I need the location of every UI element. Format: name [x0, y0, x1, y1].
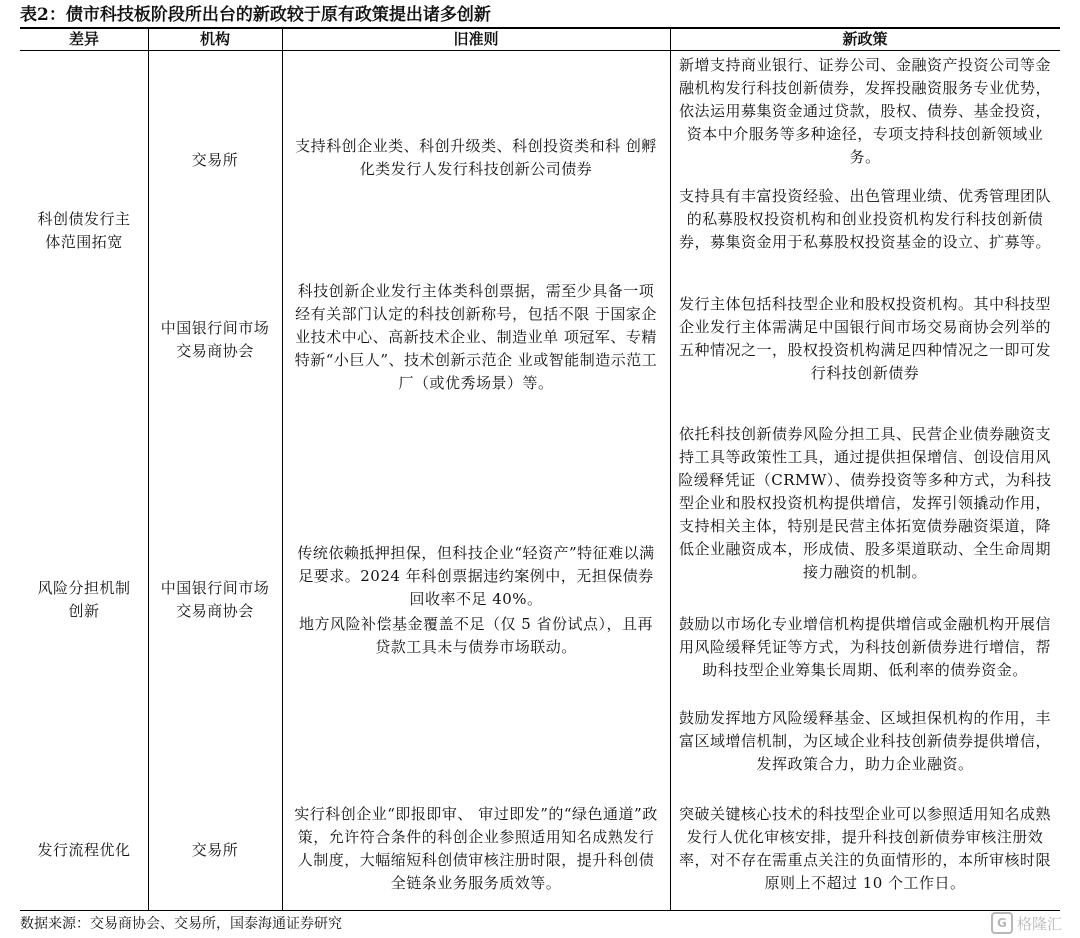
- row3-org: 交易所: [191, 840, 239, 859]
- row1-old2: 科技创新企业发行主体类科创票据，需至少具备一项经有关部门认定的科技创新称号，包括不限 于国家企业技术中心、高新技术企业、制造业单 项冠军、专精特新“小巨人”、技术创新示范企 业或智能制造示范工厂（或优秀场景）等。: [294, 281, 658, 392]
- header-rule: [20, 50, 1060, 51]
- header-new: 新政策: [842, 30, 888, 48]
- header-diff: 差异: [68, 30, 99, 48]
- row1-new2: 发行主体包括科技型企业和股权投资机构。其中科技型企业发行主体需满足中国银行间市场交易商协会列举的五种情况之一，股权投资机构满足四种情况之一即可发行科技创新债券: [678, 295, 1051, 382]
- row1-org2: 中国银行间市场交易商协会: [160, 319, 270, 360]
- row3-old: 实行科创企业“即报即审、 审过即发”的“绿色通道”政策，允许符合条件的科创企业参照适用知名成熟发行人制度，大幅缩短科创债审核注册时限，提升科创债全链条业务服务质效等。: [294, 805, 658, 892]
- row1-org1: 交易所: [191, 150, 239, 169]
- row1-diff: 科创债发行主体范围拓宽: [37, 210, 131, 251]
- watermark-text: 格隆汇: [1016, 914, 1062, 933]
- row1-old1: 支持科创企业类、科创升级类、科创投资类和科 创孵化类发行人发行科技创新公司债券: [295, 137, 657, 178]
- row1-new1: 新增支持商业银行、证券公司、金融资产投资公司等金融机构发行科技创新债券，发挥投融资服务专业优势，依法运用募集资金通过贷款，股权、债券、基金投资，资本中介服务等多种途径，专项支持科技创新领域业务。: [678, 55, 1051, 166]
- row2-old: 传统依赖抵押担保，但科技企业“轻资产”特征难以满足要求。2024 年科创票据违约案例中，无担保债券回收率不足 40%。: [297, 543, 655, 608]
- column-divider: [670, 29, 671, 910]
- row2-old-b: 地方风险补偿基金覆盖不足（仅 5 省份试点），且再贷款工具未与债券市场联动。: [298, 615, 654, 656]
- row2-new-a: 依托科技创新债券风险分担工具、民营企业债券融资支持工具等政策性工具，通过提供担保增信、创设信用风险缓释凭证（CRMW）、债券投资等多种方式，为科技型企业和股权投资机构提供增信，发挥引领撬动作用，支持相关主体，特别是民营主体拓宽债券融资渠道，降低企业融资成本，形成债、股多渠道联动、全生命周期接力融资的机制。: [678, 424, 1052, 581]
- row3-diff: 发行流程优化: [37, 840, 131, 859]
- column-divider: [148, 29, 149, 910]
- header-org: 机构: [199, 30, 230, 48]
- bottom-rule: [20, 910, 1060, 911]
- watermark: [991, 910, 1062, 936]
- watermark-logo-icon: G: [991, 912, 1013, 934]
- column-divider: [282, 29, 283, 910]
- data-source: 数据来源：交易商协会、交易所，国泰海通证券研究: [20, 916, 342, 932]
- row2-diff: 风险分担机制创新: [37, 579, 131, 620]
- row3-new: 突破关键核心技术的科技型企业可以参照适用知名成熟发行人优化审核安排，提升科技创新债券审核注册效率，对不存在需重点关注的负面情形的，本所审核时限原则上不超过 10 个工作日。: [678, 805, 1051, 892]
- row2-new-c: 鼓励发挥地方风险缓释基金、区域担保机构的作用，丰富区域增信机制，为区域企业科技创新债券提供增信，发挥政策合力，助力企业融资。: [678, 708, 1051, 773]
- row2-new-b: 鼓励以市场化专业增信机构提供增信或金融机构开展信用风险缓释凭证等方式，为科技创新债券进行增信，帮助科技型企业筹集长周期、低利率的债券资金。: [678, 614, 1051, 679]
- row1-new1b: 支持具有丰富投资经验、出色管理业绩、优秀管理团队的私募股权投资机构和创业投资机构发行科技创新债券，募集资金用于私募股权投资基金的设立、扩募等。: [678, 186, 1051, 251]
- table-title: 表2：债市科技板阶段所出台的新政较于原有政策提出诸多创新: [20, 5, 491, 25]
- header-old: 旧准则: [453, 30, 499, 48]
- row2-org: 中国银行间市场交易商协会: [160, 579, 270, 620]
